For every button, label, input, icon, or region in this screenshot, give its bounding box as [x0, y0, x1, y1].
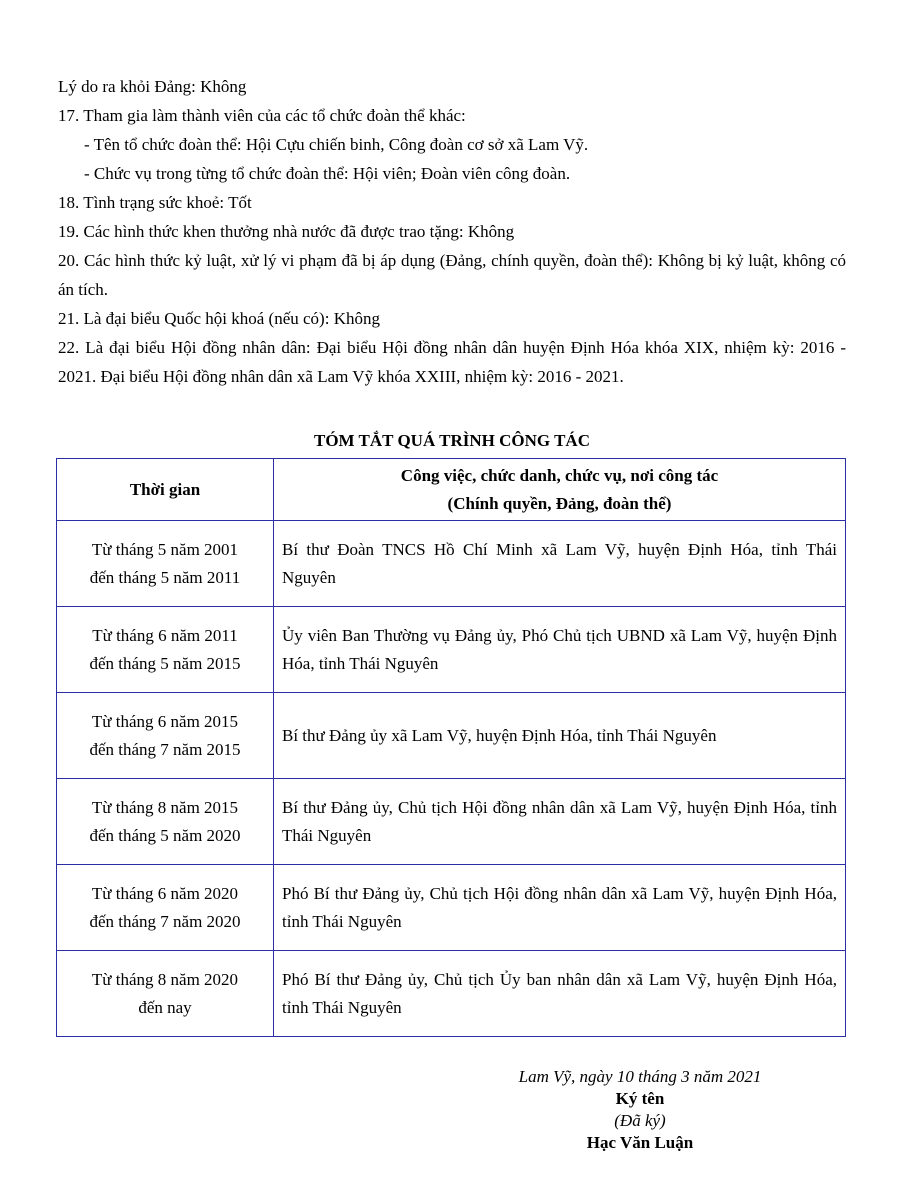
time-from: Từ tháng 6 năm 2020 [91, 883, 239, 903]
leave-party-line: Lý do ra khỏi Đảng: Không [58, 77, 247, 96]
table-row [57, 951, 846, 1037]
work-cell: Phó Bí thư Đảng ủy, Chủ tịch Ủy ban nhân dân xã Lam Vỹ, huyện Định Hóa, tỉnh Thái Nguyên [274, 951, 846, 1037]
table-row [57, 865, 846, 951]
time-cell [57, 865, 274, 951]
item-19-awards: 19. Các hình thức khen thưởng nhà nước đã được trao tặng: Không [58, 222, 515, 241]
item-17-organizations: - Tên tổ chức đoàn thể: Hội Cựu chiến binh, Công đoàn cơ sở xã Lam Vỹ. [84, 135, 589, 154]
table-row [57, 607, 846, 693]
time-to: đến tháng 7 năm 2020 [89, 911, 241, 931]
table-header-row [57, 459, 846, 521]
item-21-national-assembly: 21. Là đại biểu Quốc hội khoá (nếu có): Không [58, 309, 380, 328]
work-cell: Bí thư Đảng ủy, Chủ tịch Hội đồng nhân dân xã Lam Vỹ, huyện Định Hóa, tỉnh Thái Nguyên [274, 779, 846, 865]
time-from: Từ tháng 8 năm 2020 [91, 969, 239, 989]
signer-name: Hạc Văn Luận [586, 1133, 694, 1152]
time-cell [57, 521, 274, 607]
work-cell: Ủy viên Ban Thường vụ Đảng ủy, Phó Chủ tịch UBND xã Lam Vỹ, huyện Định Hóa, tỉnh Thái Nguyên [274, 607, 846, 693]
sign-label: Ký tên [615, 1089, 665, 1108]
header-work-line2: (Chính quyền, Đảng, đoàn thể) [447, 493, 672, 513]
item-17-roles: - Chức vụ trong từng tổ chức đoàn thể: Hội viên; Đoàn viên công đoàn. [84, 164, 571, 183]
item-22-peoples-council: 22. Là đại biểu Hội đồng nhân dân: Đại biểu Hội đồng nhân dân huyện Định Hóa khóa XIX, nhiệm kỳ: 2016 - 2021. Đại biểu Hội đồng nhân dân xã Lam Vỹ khóa XXIII, nhiệm kỳ: 2016 - 2021. [58, 338, 846, 386]
table-row [57, 693, 846, 779]
signature-block [440, 1066, 840, 1154]
time-to: đến tháng 7 năm 2015 [89, 739, 241, 759]
personal-info-section [58, 72, 846, 391]
time-to: đến tháng 5 năm 2011 [89, 567, 241, 587]
time-from: Từ tháng 5 năm 2001 [91, 539, 239, 559]
table-row [57, 779, 846, 865]
header-time: Thời gian [57, 459, 274, 521]
header-work [274, 459, 846, 521]
item-20-discipline: 20. Các hình thức kỷ luật, xử lý vi phạm đã bị áp dụng (Đảng, chính quyền, đoàn thể): Không bị kỷ luật, không có án tích. [58, 251, 846, 299]
work-history-title: TÓM TẮT QUÁ TRÌNH CÔNG TÁC [314, 431, 590, 450]
work-cell: Bí thư Đảng ủy xã Lam Vỹ, huyện Định Hóa, tỉnh Thái Nguyên [274, 693, 846, 779]
work-history-table [56, 458, 846, 1037]
signed-note: (Đã ký) [614, 1111, 666, 1130]
time-from: Từ tháng 6 năm 2015 [91, 711, 239, 731]
time-from: Từ tháng 6 năm 2011 [92, 625, 238, 645]
time-cell [57, 607, 274, 693]
time-cell [57, 951, 274, 1037]
work-cell: Phó Bí thư Đảng ủy, Chủ tịch Hội đồng nhân dân xã Lam Vỹ, huyện Định Hóa, tỉnh Thái Nguyên [274, 865, 846, 951]
header-work-line1: Công việc, chức danh, chức vụ, nơi công tác [400, 465, 719, 485]
item-18-health: 18. Tình trạng sức khoẻ: Tốt [58, 193, 252, 212]
work-cell: Bí thư Đoàn TNCS Hồ Chí Minh xã Lam Vỹ, huyện Định Hóa, tỉnh Thái Nguyên [274, 521, 846, 607]
time-to: đến nay [138, 997, 192, 1017]
time-to: đến tháng 5 năm 2020 [89, 825, 241, 845]
item-17-title: 17. Tham gia làm thành viên của các tổ chức đoàn thể khác: [58, 106, 466, 125]
time-cell [57, 693, 274, 779]
table-row [57, 521, 846, 607]
place-date: Lam Vỹ, ngày 10 tháng 3 năm 2021 [518, 1067, 762, 1086]
time-to: đến tháng 5 năm 2015 [89, 653, 241, 673]
time-cell [57, 779, 274, 865]
time-from: Từ tháng 8 năm 2015 [91, 797, 239, 817]
